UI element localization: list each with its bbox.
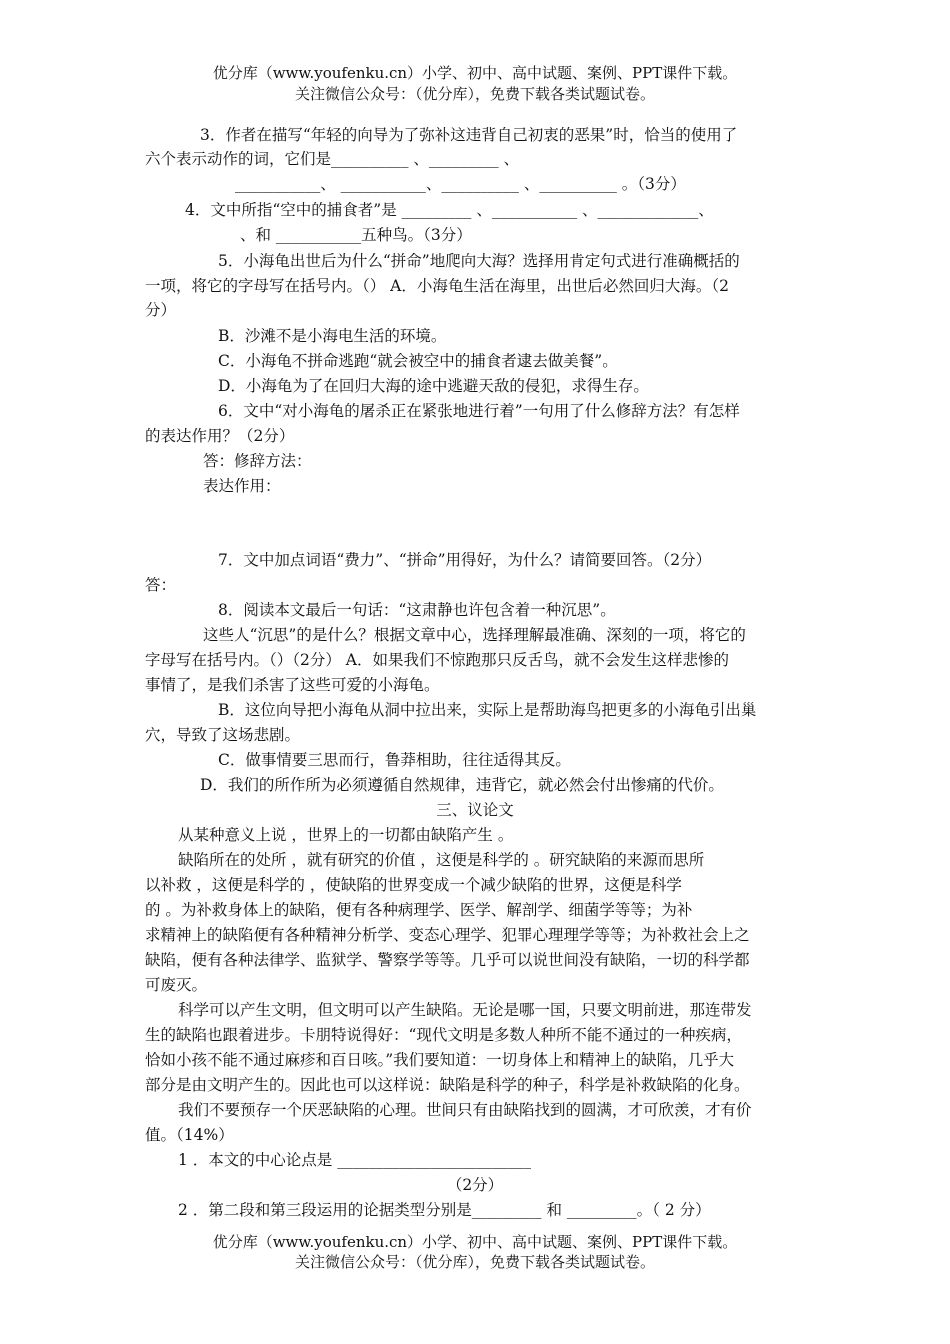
question-8-line-2: 这些人“沉思”的是什么？根据文章中心，选择理解最准确、深刻的一项，将它的	[203, 626, 746, 644]
essay-paragraph-2-line-1: 缺陷所在的处所 ，就有研究的价值 ，这便是科学的 。研究缺陷的来源而思所	[178, 851, 705, 869]
footer-line-1: 优分库（www.youfenku.cn）小学、初中、高中试题、案例、PPT课件下载。	[212, 1233, 738, 1251]
question-4-line-1: 4．文中所指“空中的捕食者”是 _________ 、___________ 、_____________、	[185, 201, 714, 219]
essay-question-1: 1 ．本文的中心论点是 _________________________	[178, 1151, 531, 1169]
question-3-line-3: ___________、 ___________、__________ 、__________ 。（3分）	[235, 175, 686, 193]
essay-question-1-score: （2分）	[446, 1176, 504, 1194]
question-6-line-2: 的表达作用？（2分）	[145, 427, 295, 445]
question-5-line-1: 5．小海龟出世后为什么“拼命”地爬向大海？选择用肯定句式进行准确概括的	[218, 252, 740, 270]
essay-paragraph-4-line-1: 我们不要预存一个厌恶缺陷的心理。世间只有由缺陷找到的圆满，才可欣羡，才有价	[178, 1101, 752, 1119]
essay-paragraph-4-line-2: 值。（14%）	[145, 1126, 234, 1144]
question-8-option-d: D．我们的所作所为必须遵循自然规律，违背它，就必然会付出惨痛的代价。	[200, 776, 724, 794]
essay-question-2: 2 ．第二段和第三段运用的论据类型分别是_________ 和 _________。（ 2 分）	[178, 1201, 711, 1219]
question-8-option-c: C．做事情要三思而行，鲁莽相助，往往适得其反。	[218, 751, 571, 769]
question-5-line-3: 分）	[145, 301, 177, 319]
question-5-option-c: C．小海龟不拼命逃跑“就会被空中的捕食者逮去做美餐”。	[218, 352, 618, 370]
essay-paragraph-3-line-4: 部分是由文明产生的。因此也可以这样说：缺陷是科学的种子，科学是补救缺陷的化身。	[145, 1076, 750, 1094]
essay-paragraph-2-line-5: 缺陷，便有各种法律学、监狱学、警察学等等。几乎可以说世间没有缺陷，一切的科学都	[145, 951, 750, 969]
essay-paragraph-2-line-4: 求精神上的缺陷便有各种精神分析学、变态心理学、犯罪心理理学等等；为补救社会上之	[145, 926, 750, 944]
question-5-line-2: 一项，将它的字母写在括号内。（） A．小海龟生活在海里，出世后必然回归大海。（2	[145, 277, 729, 295]
header-line-1: 优分库（www.youfenku.cn）小学、初中、高中试题、案例、PPT课件下载。	[212, 64, 738, 82]
question-5-option-b: B．沙滩不是小海电生活的环境。	[218, 327, 447, 345]
question-6-line-1: 6．文中“对小海龟的屠杀正在紧张地进行着”一句用了什么修辞方法？有怎样	[218, 402, 740, 420]
header-line-2: 关注微信公众号：（优分库），免费下载各类试题试卷。	[294, 85, 655, 103]
question-3-line-1: 3．作者在描写“年轻的向导为了弥补这违背自己初衷的恶果”时，恰当的使用了	[200, 126, 738, 144]
question-3-line-2: 六个表示动作的词，它们是__________ 、_________ 、	[145, 150, 520, 168]
question-5-option-d: D．小海龟为了在回归大海的途中逃避天敌的侵犯，求得生存。	[218, 377, 649, 395]
essay-paragraph-1: 从某种意义上说 ，世界上的一切都由缺陷产生 。	[178, 826, 514, 844]
question-8-line-1: 8．阅读本文最后一句话：“这肃静也许包含着一种沉思”。	[218, 601, 616, 619]
question-6-answer-rhetoric: 答：修辞方法：	[203, 452, 312, 470]
essay-paragraph-3-line-2: 生的缺陷也跟着进步。卡朋特说得好：“现代文明是多数人种所不能不通过的一种疾病，	[145, 1026, 742, 1044]
question-8-option-b: B．这位向导把小海龟从洞中拉出来，实际上是帮助海鸟把更多的小海龟引出巢	[218, 701, 757, 719]
essay-paragraph-3-line-3: 恰如小孩不能不通过麻疹和百日咳。”我们要知道：一切身体上和精神上的缺陷，几乎大	[145, 1051, 735, 1069]
question-4-line-2: 、和 ___________五种鸟。（3分）	[240, 226, 472, 244]
question-7-answer: 答：	[145, 576, 177, 594]
question-8-line-4: 事情了，是我们杀害了这些可爱的小海龟。	[145, 676, 440, 694]
footer-line-2: 关注微信公众号：（优分库），免费下载各类试题试卷。	[294, 1253, 655, 1271]
essay-paragraph-2-line-2: 以补救 ，这便是科学的 ，使缺陷的世界变成一个减少缺陷的世界，这便是科学	[145, 876, 682, 894]
section-title: 三、议论文	[436, 801, 514, 819]
essay-paragraph-2-line-6: 可废灭。	[145, 976, 208, 994]
question-8-line-3: 字母写在括号内。（）（2分） A．如果我们不惊跑那只反舌鸟，就不会发生这样悲惨的	[145, 651, 729, 669]
essay-paragraph-2-line-3: 的 。为补救身体上的缺陷，便有各种病理学、医学、解剖学、细菌学等等；为补	[145, 901, 693, 919]
question-6-answer-effect: 表达作用：	[203, 477, 281, 495]
essay-paragraph-3-line-1: 科学可以产生文明，但文明可以产生缺陷。无论是哪一国，只要文明前进，那连带发	[178, 1001, 752, 1019]
question-7-line-1: 7．文中加点词语“费力”、“拼命”用得好，为什么？请简要回答。（2分）	[218, 551, 712, 569]
question-8-option-b-cont: 穴，导致了这场悲剧。	[145, 726, 301, 744]
